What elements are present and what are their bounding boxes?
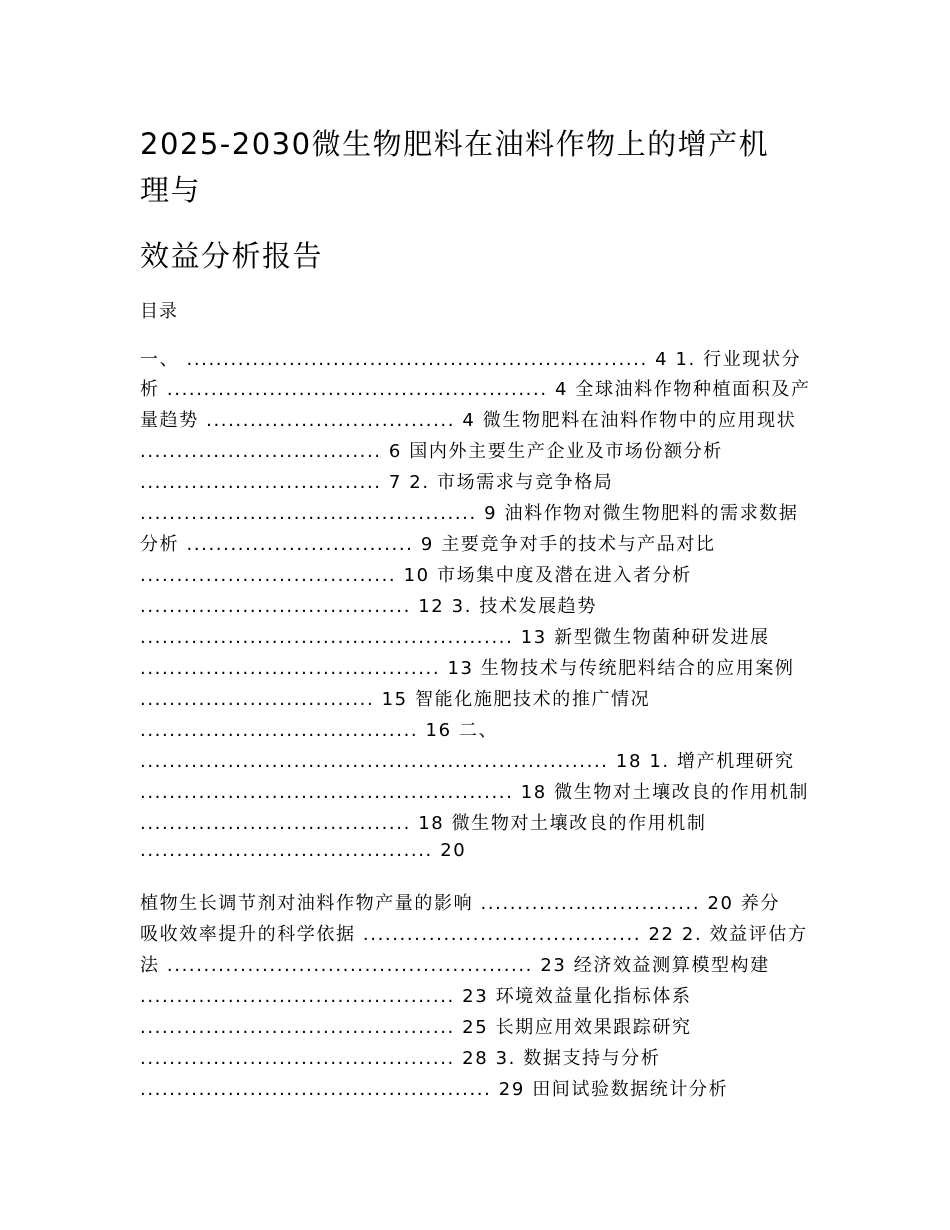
toc-line: ......................................... 13 生物技术与传统肥料结合的应用案例 [140, 658, 795, 679]
report-title-line-3: 效益分析报告 [140, 239, 324, 273]
toc-line: 一、 ............................................................... 4 1. 行业现状分 [140, 349, 802, 370]
report-title-line-1: 2025-2030微生物肥料在油料作物上的增产机 [140, 127, 770, 161]
toc-line: ................................. 6 国内外主要生产企业及市场份额分析 [140, 441, 723, 462]
toc-line: ..................................... 12 3. 技术发展趋势 [140, 596, 597, 617]
toc-line: ...................................... 16 二、 [140, 720, 499, 741]
toc-line: 析 .................................................... 4 全球油料作物种植面积及产 [140, 379, 811, 400]
toc-line: 吸收效率提升的科学依据 ...................................... 22 2. 效益评估方 [140, 924, 808, 945]
toc-line: .............................................. 9 油料作物对微生物肥料的需求数据 [140, 503, 799, 524]
toc-line: 分析 ............................... 9 主要竞争对手的技术与产品对比 [140, 534, 716, 555]
toc-line: 植物生长调节剂对油料作物产量的影响 .............................. 20 养分 [140, 893, 781, 914]
toc-line: ................................................ 29 田间试验数据统计分析 [140, 1079, 729, 1100]
toc-line: ..................................... 18 微生物对土壤改良的作用机制 [140, 813, 707, 834]
toc-heading: 目录 [140, 301, 178, 322]
toc-line: ........................................... 25 长期应用效果跟踪研究 [140, 1017, 692, 1038]
toc-line: 量趋势 .................................. 4 微生物肥料在油料作物中的应用现状 [140, 410, 797, 431]
toc-line: ................................................... 13 新型微生物菌种研发进展 [140, 627, 770, 648]
report-title-line-2: 理与 [140, 173, 202, 207]
toc-line: 法 .................................................. 23 经济效益测算模型构建 [140, 955, 770, 976]
toc-line: ........................................... 28 3. 数据支持与分析 [140, 1048, 661, 1069]
toc-line: ........................................ 20 [140, 840, 467, 861]
toc-line: ................................................................ 18 1. 增产机理研究 [140, 751, 795, 772]
toc-line: ................................. 7 2. 市场需求与竞争格局 [140, 472, 614, 493]
toc-line: ........................................... 23 环境效益量化指标体系 [140, 986, 692, 1007]
toc-line: ................................ 15 智能化施肥技术的推广情况 [140, 689, 651, 710]
toc-line: ................................................... 18 微生物对土壤改良的作用机制 [140, 782, 809, 803]
toc-line: ................................... 10 市场集中度及潜在进入者分析 [140, 565, 692, 586]
